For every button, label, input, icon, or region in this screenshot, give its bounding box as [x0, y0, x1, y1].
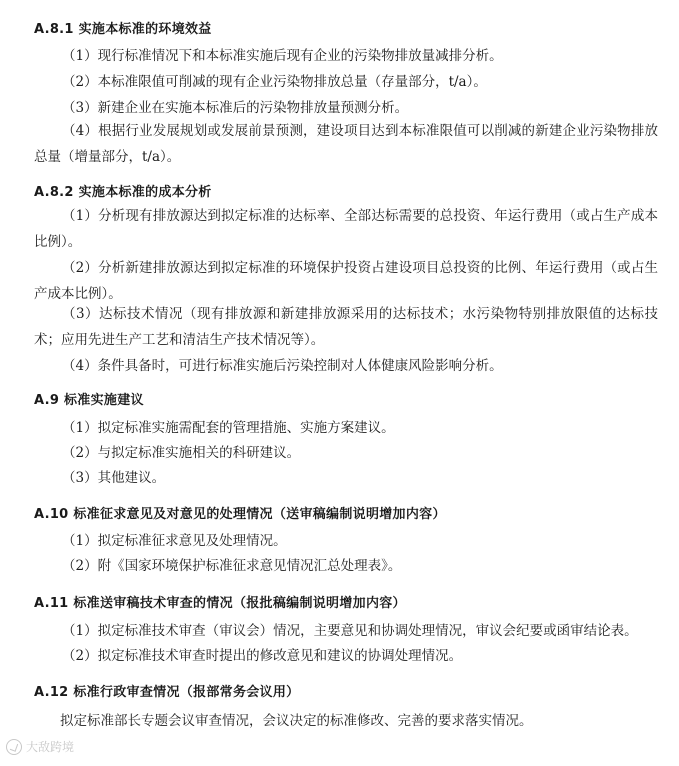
list-item: （2）附《国家环境保护标准征求意见情况汇总处理表》。: [62, 558, 402, 574]
watermark: [6, 738, 74, 755]
section-heading-a-8-1: A.8.1 实施本标准的环境效益: [34, 22, 212, 37]
section-heading-a-11: A.11 标准送审稿技术审查的情况（报批稿编制说明增加内容）: [34, 596, 406, 611]
watermark-logo-icon: [6, 739, 22, 755]
section-heading-a-9: A.9 标准实施建议: [34, 393, 144, 408]
list-item: （4）根据行业发展规划或发展前景预测，建设项目达到本标准限值可以削减的新建企业污染物排放总量（增量部分，t/a）。: [34, 123, 658, 165]
list-item: （1）现行标准情况下和本标准实施后现有企业的污染物排放量减排分析。: [62, 48, 503, 64]
section-heading-a-8-2: A.8.2 实施本标准的成本分析: [34, 185, 212, 200]
list-item: （2）拟定标准技术审查时提出的修改意见和建议的协调处理情况。: [62, 648, 463, 664]
list-item: （3）其他建议。: [62, 470, 166, 486]
watermark-text: 大敌跨境: [26, 740, 75, 754]
list-item: （1）拟定标准实施需配套的管理措施、实施方案建议。: [62, 420, 395, 436]
list-item: （3）新建企业在实施本标准后的污染物排放量预测分析。: [62, 100, 409, 116]
section-heading-a-10: A.10 标准征求意见及对意见的处理情况（送审稿编制说明增加内容）: [34, 507, 446, 522]
list-item: （1）拟定标准技术审查（审议会）情况，主要意见和协调处理情况，审议会纪要或函审结论表。: [62, 623, 638, 639]
list-item: （1）拟定标准征求意见及处理情况。: [62, 533, 287, 549]
list-item: （2）与拟定标准实施相关的科研建议。: [62, 445, 301, 461]
paragraph: 拟定标准部长专题会议审查情况，会议决定的标准修改、完善的要求落实情况。: [60, 713, 533, 729]
list-item: （3）达标技术情况（现有排放源和新建排放源采用的达标技术；水污染物特别排放限值的达标技术；应用先进生产工艺和清洁生产技术情况等）。: [34, 306, 658, 348]
list-item: （1）分析现有排放源达到拟定标准的达标率、全部达标需要的总投资、年运行费用（或占生产成本比例）。: [34, 208, 658, 250]
list-item: （2）分析新建排放源达到拟定标准的环境保护投资占建设项目总投资的比例、年运行费用（或占生产成本比例）。: [34, 260, 658, 302]
list-item: （4）条件具备时，可进行标准实施后污染控制对人体健康风险影响分析。: [62, 358, 503, 374]
list-item: （2）本标准限值可削减的现有企业污染物排放总量（存量部分，t/a）。: [62, 74, 487, 90]
section-heading-a-12: A.12 标准行政审查情况（报部常务会议用）: [34, 685, 300, 700]
